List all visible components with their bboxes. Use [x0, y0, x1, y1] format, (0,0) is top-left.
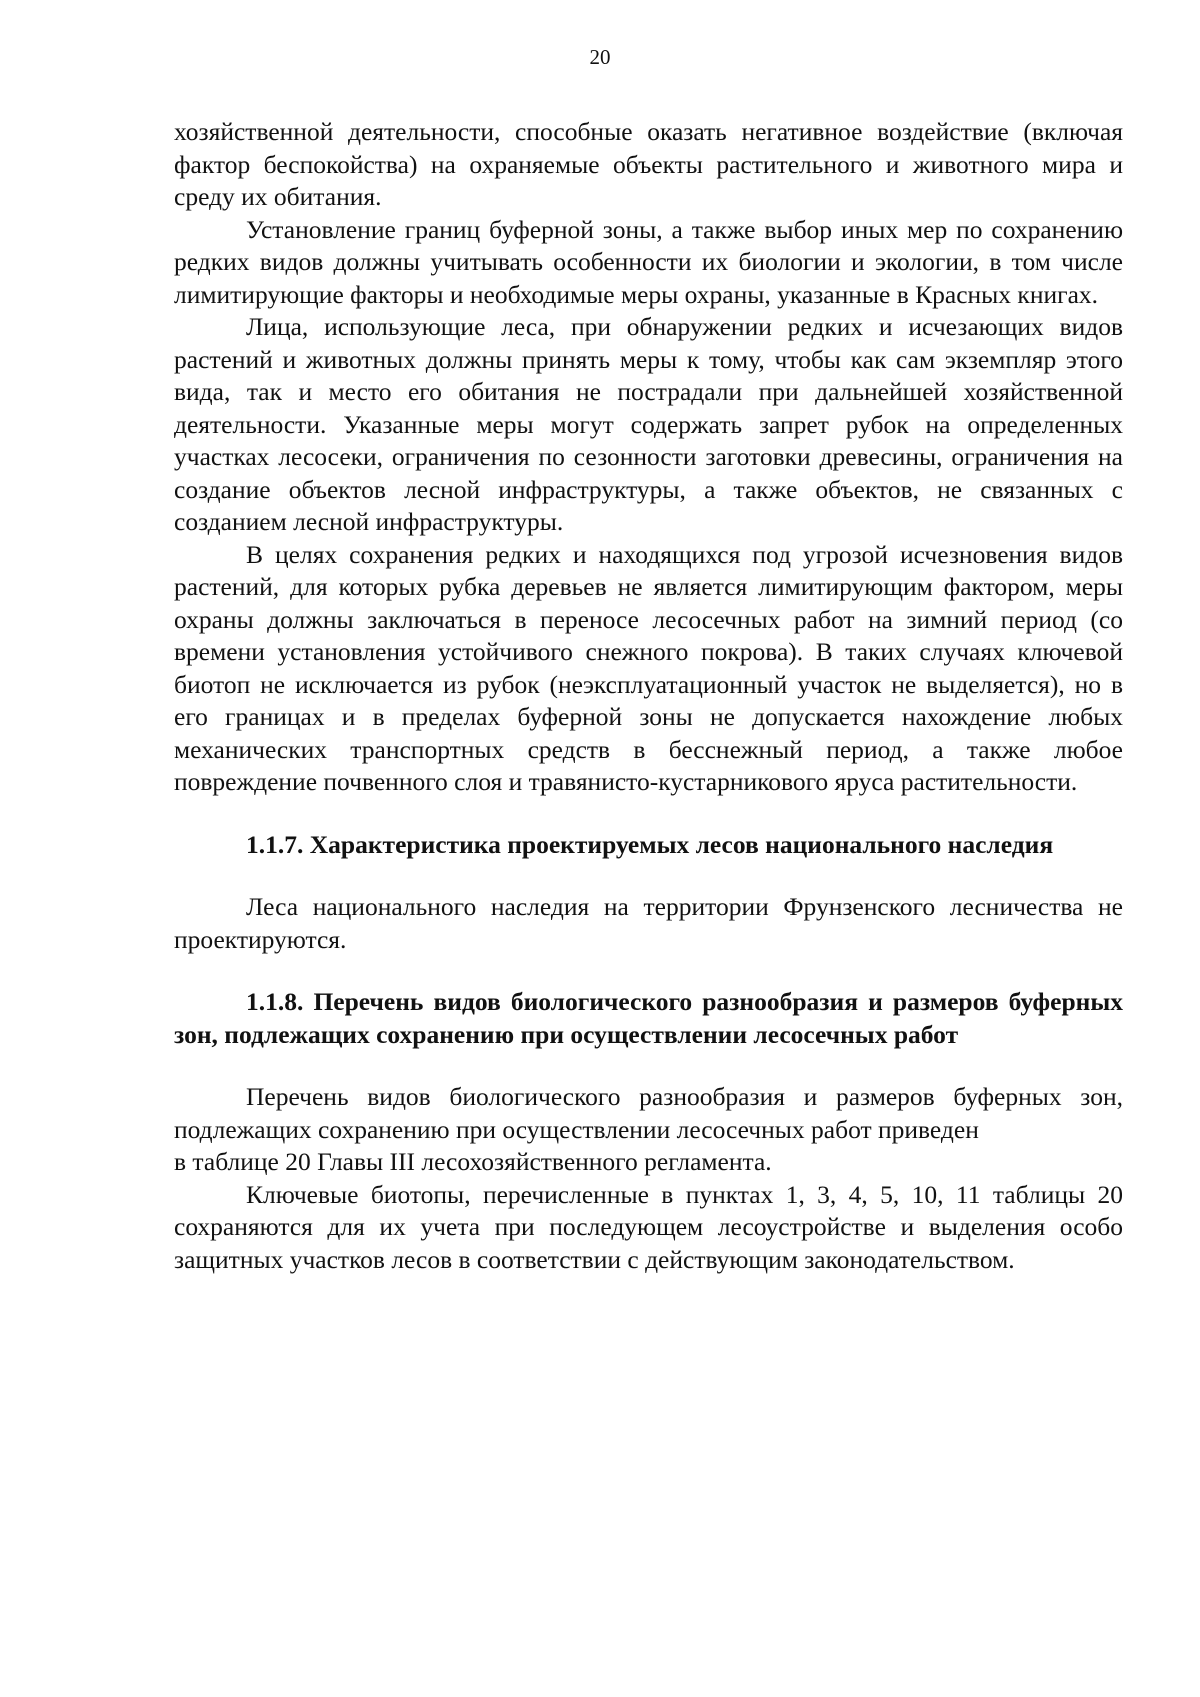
page-number: 20 [589, 45, 611, 69]
page-content [174, 116, 1123, 1276]
paragraph-continuation: хозяйственной деятельности, способные оказать негативное воздействие (включая фактор беспокойства) на охраняемые объекты растительного и животного мира и среду их обитания. [174, 117, 1123, 211]
section-1-1-8-body-continuation: в таблице 20 Главы III лесохозяйственного регламента. [174, 1147, 772, 1176]
section-1-1-8-key-biotopes: Ключевые биотопы, перечисленные в пунктах 1, 3, 4, 5, 10, 11 таблицы 20 сохраняются для их учета при последующем лесоустройстве и выделения особо защитных участков лесов в соответствии с действующим законодательством. [174, 1179, 1123, 1274]
section-1-1-7-body: Леса национального наследия на территории Фрунзенского лесничества не проектируются. [174, 892, 1123, 954]
section-1-1-8-body: Перечень видов биологического разнообразия и размеров буферных зон, подлежащих сохранению при осуществлении лесосечных работ приведен [174, 1082, 1123, 1144]
section-heading-1-1-7: 1.1.7. Характеристика проектируемых лесов национального наследия [246, 829, 1054, 859]
section-heading-1-1-8: 1.1.8. Перечень видов биологического разнообразия и размеров буферных зон, подлежащих сохранению при осуществлении лесосечных работ [174, 987, 1123, 1049]
paragraph-rare-species: В целях сохранения редких и находящихся под угрозой исчезновения видов растений, для которых рубка деревьев не является лимитирующим фактором, меры охраны должны заключаться в переносе лесосечных работ на зимний период (со времени установления устойчивого снежного покрова). В таких случаях ключевой биотоп не исключается из рубок (неэксплуатационный участок не выделяется), но в его границах и в пределах буферной зоны не допускается нахождение любых механических транспортных средств в бесснежный период, а также любое повреждение почвенного слоя и травянисто-кустарникового яруса растительности. [174, 539, 1123, 796]
paragraph-forest-users: Лица, использующие леса, при обнаружении редких и исчезающих видов растений и животных должны принять меры к тому, чтобы как сам экземпляр этого вида, так и место его обитания не пострадали при дальнейшей хозяйственной деятельности. Указанные меры могут содержать запрет рубок на определенных участках лесосеки, ограничения по сезонности заготовки древесины, ограничения на создание объектов лесной инфраструктуры, а также объектов, не связанных с созданием лесной инфраструктуры. [174, 312, 1123, 536]
paragraph-buffer-zone: Установление границ буферной зоны, а также выбор иных мер по сохранению редких видов должны учитывать особенности их биологии и экологии, в том числе лимитирующие факторы и необходимые меры охраны, указанные в Красных книгах. [174, 214, 1123, 309]
